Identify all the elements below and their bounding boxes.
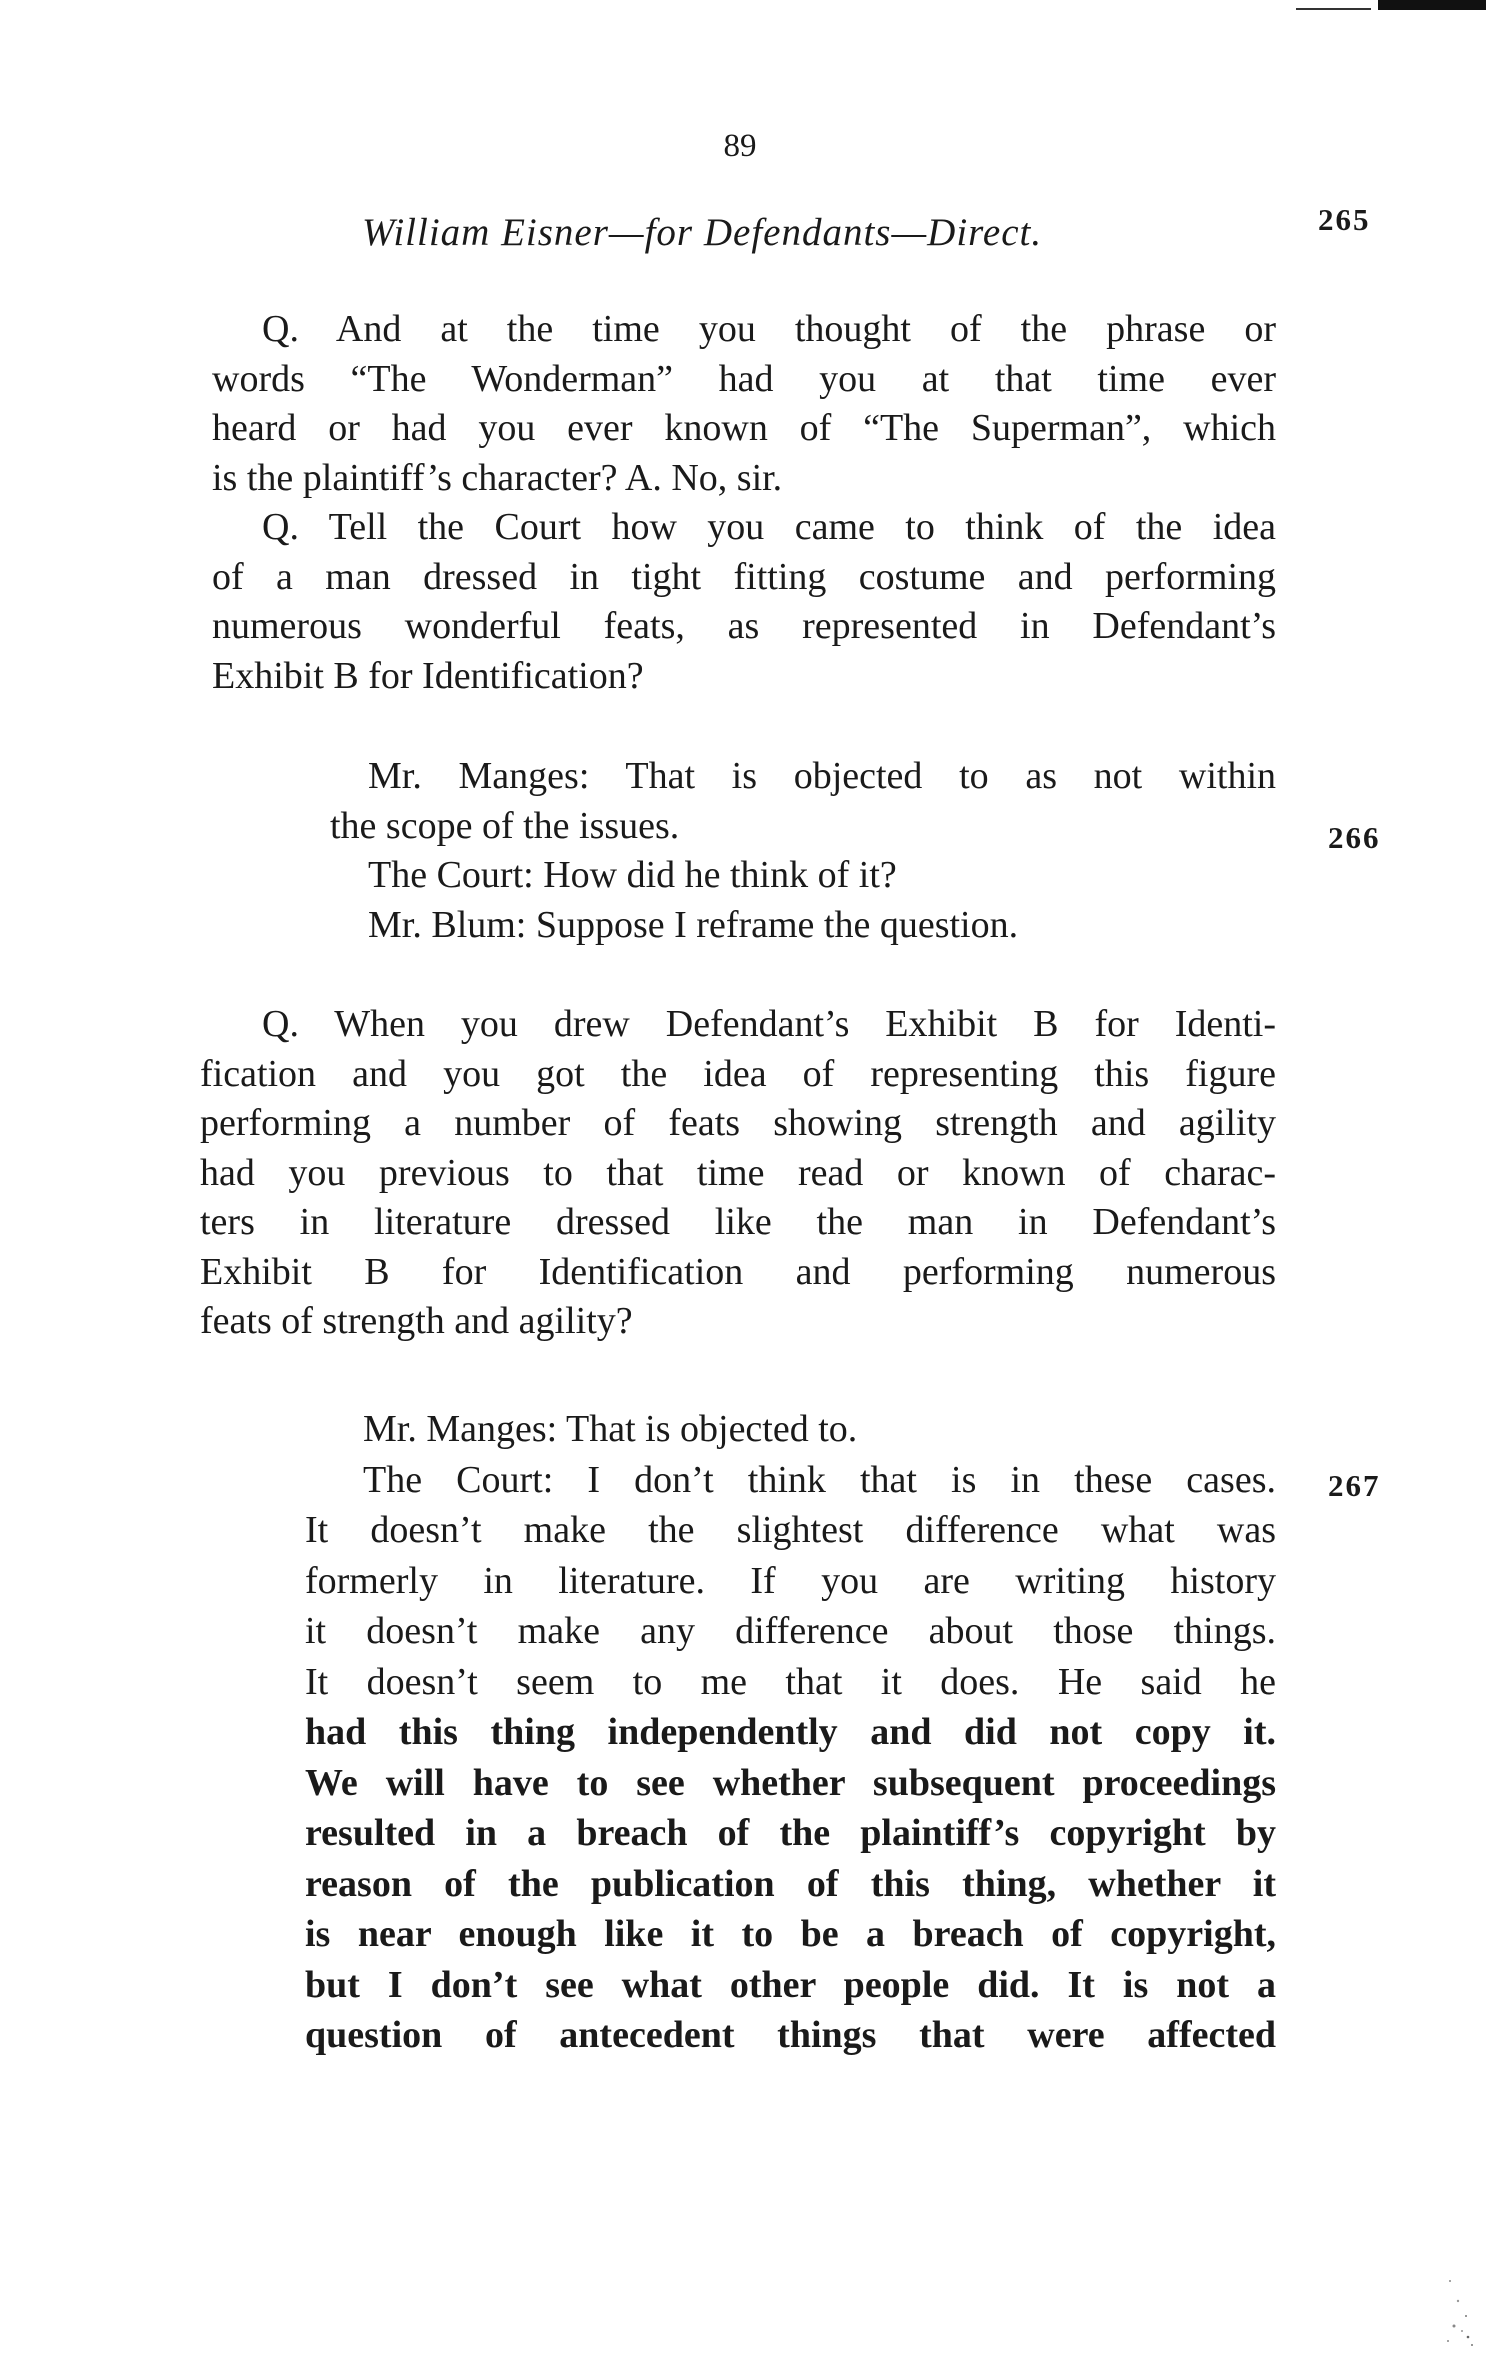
text-line: it doesn’t make any difference about those things. [305,1610,1276,1652]
colloquy-block-2 [305,1404,1276,2061]
text-line: but I don’t see what other people did. It is not a [305,1963,1276,2006]
text-line: had you previous to that time read or known of charac- [200,1151,1276,1194]
text-line: Q. And at the time you thought of the phrase or [262,308,1276,350]
text-line: resulted in a breach of the plaintiff’s copyright by [305,1812,1276,1854]
text-line: formerly in literature. If you are writing history [305,1559,1276,1602]
text-line: reason of the publication of this thing, whether it [305,1862,1276,1905]
text-line: numerous wonderful feats, as represented in Defendant’s [212,605,1276,647]
text-line: of a man dressed in tight fitting costume and performing [212,555,1276,598]
text-line: performing a number of feats showing strength and agility [200,1102,1276,1144]
text-line: Mr. Manges: That is objected to. [363,1408,858,1450]
text-line: The Court: I don’t think that is in these cases. [363,1458,1276,1501]
text-line: is near enough like it to be a breach of copyright, [305,1913,1276,1955]
scan-edge-mark [1296,0,1486,14]
text-line: The Court: How did he think of it? [368,854,897,896]
text-line: It doesn’t seem to me that it does. He said he [305,1660,1276,1703]
text-line: had this thing independently and did not copy it. [305,1711,1276,1753]
text-line: words “The Wonderman” had you at that time ever [212,357,1276,400]
text-line: question of antecedent things that were affected [305,2014,1276,2056]
question-paragraph-2 [212,503,1276,701]
scan-speckle [1438,2271,1478,2351]
text-line: ters in literature dressed like the man in Defendant’s [200,1201,1276,1243]
text-line: feats of strength and agility? [200,1300,633,1342]
text-line: the scope of the issues. [330,804,680,847]
text-line: It doesn’t make the slightest difference what was [305,1509,1276,1551]
question-paragraph-3 [200,1000,1276,1347]
question-paragraph-1 [212,305,1276,503]
text-line: Mr. Manges: That is objected to as not within [368,755,1276,797]
margin-number-266: 266 [1328,820,1381,855]
margin-number-265: 265 [1318,202,1371,237]
page-number: 89 [723,128,757,164]
colloquy-block-1 [330,752,1276,950]
text-line: Mr. Blum: Suppose I reframe the question. [368,903,1019,946]
text-line: We will have to see whether subsequent proceedings [305,1761,1276,1804]
text-line: fication and you got the idea of representing this figure [200,1052,1276,1095]
text-line: Exhibit B for Identification? [212,654,644,697]
text-line: Exhibit B for Identification and performing numerous [200,1250,1276,1293]
running-head: William Eisner—for Defendants—Direct. [362,211,1043,254]
margin-number-267: 267 [1328,1468,1381,1503]
text-line: heard or had you ever known of “The Superman”, which [212,407,1276,449]
text-line: Q. When you drew Defendant’s Exhibit B for Identi- [262,1003,1276,1045]
text-line: Q. Tell the Court how you came to think of the idea [262,506,1276,548]
text-line: is the plaintiff’s character? A. No, sir. [212,456,783,499]
